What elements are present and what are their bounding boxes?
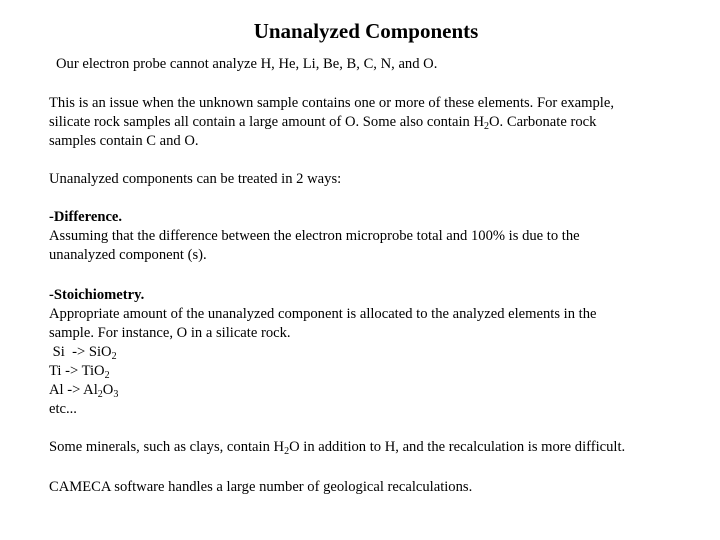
- al-reaction-mid: O: [102, 382, 114, 398]
- cameca-line: CAMECA software handles a large number of geological recalculations.: [49, 479, 473, 495]
- subscript: 2: [104, 370, 110, 381]
- al-reaction-text: Al -> Al: [49, 382, 98, 398]
- intro-line: Our electron probe cannot analyze H, He, Li, Be, B, C, N, and O.: [56, 56, 438, 72]
- subscript: 2: [484, 121, 489, 132]
- clays-post: O in addition to H, and the recalculation is more difficult.: [289, 439, 626, 455]
- difference-section: [49, 208, 709, 265]
- ti-reaction: [49, 362, 709, 381]
- si-reaction: [49, 343, 709, 362]
- clays-paragraph: [49, 438, 709, 457]
- issue-line-2: [49, 113, 709, 132]
- subscript: 2: [97, 389, 103, 400]
- etc-line: etc...: [49, 401, 77, 417]
- cameca-paragraph: [49, 478, 709, 497]
- issue-line-3: samples contain C and O.: [49, 133, 199, 149]
- subscript: 2: [284, 446, 290, 457]
- si-reaction-text: Si -> SiO: [49, 344, 112, 360]
- difference-heading: -Difference.: [49, 209, 123, 225]
- clays-line: [49, 438, 709, 457]
- difference-line-1: Assuming that the difference between the electron microprobe total and 100% is due to the: [49, 228, 580, 244]
- stoichiometry-line-1: Appropriate amount of the unanalyzed component is allocated to the analyzed elements in the: [49, 306, 597, 322]
- issue-line-2-pre: silicate rock samples all contain a large amount of O. Some also contain H: [49, 114, 484, 130]
- difference-line-2: unanalyzed component (s).: [49, 247, 207, 263]
- ways-line: Unanalyzed components can be treated in 2 ways:: [49, 171, 342, 187]
- al-reaction: [49, 381, 709, 400]
- subscript: 2: [111, 351, 117, 362]
- ti-reaction-text: Ti -> TiO: [49, 363, 105, 379]
- issue-line-2-post: O. Carbonate rock: [489, 114, 597, 130]
- issue-paragraph: [49, 94, 709, 151]
- ways-paragraph: [49, 170, 709, 189]
- stoichiometry-section: [49, 286, 709, 419]
- intro-text: [56, 55, 716, 74]
- stoichiometry-line-2: sample. For instance, O in a silicate rock.: [49, 325, 291, 341]
- subscript: 3: [113, 389, 119, 400]
- issue-line-1: This is an issue when the unknown sample contains one or more of these elements. For example,: [49, 95, 614, 111]
- clays-pre: Some minerals, such as clays, contain H: [49, 439, 285, 455]
- slide-title: Unanalyzed Components: [253, 19, 479, 43]
- stoichiometry-heading: -Stoichiometry.: [49, 287, 145, 303]
